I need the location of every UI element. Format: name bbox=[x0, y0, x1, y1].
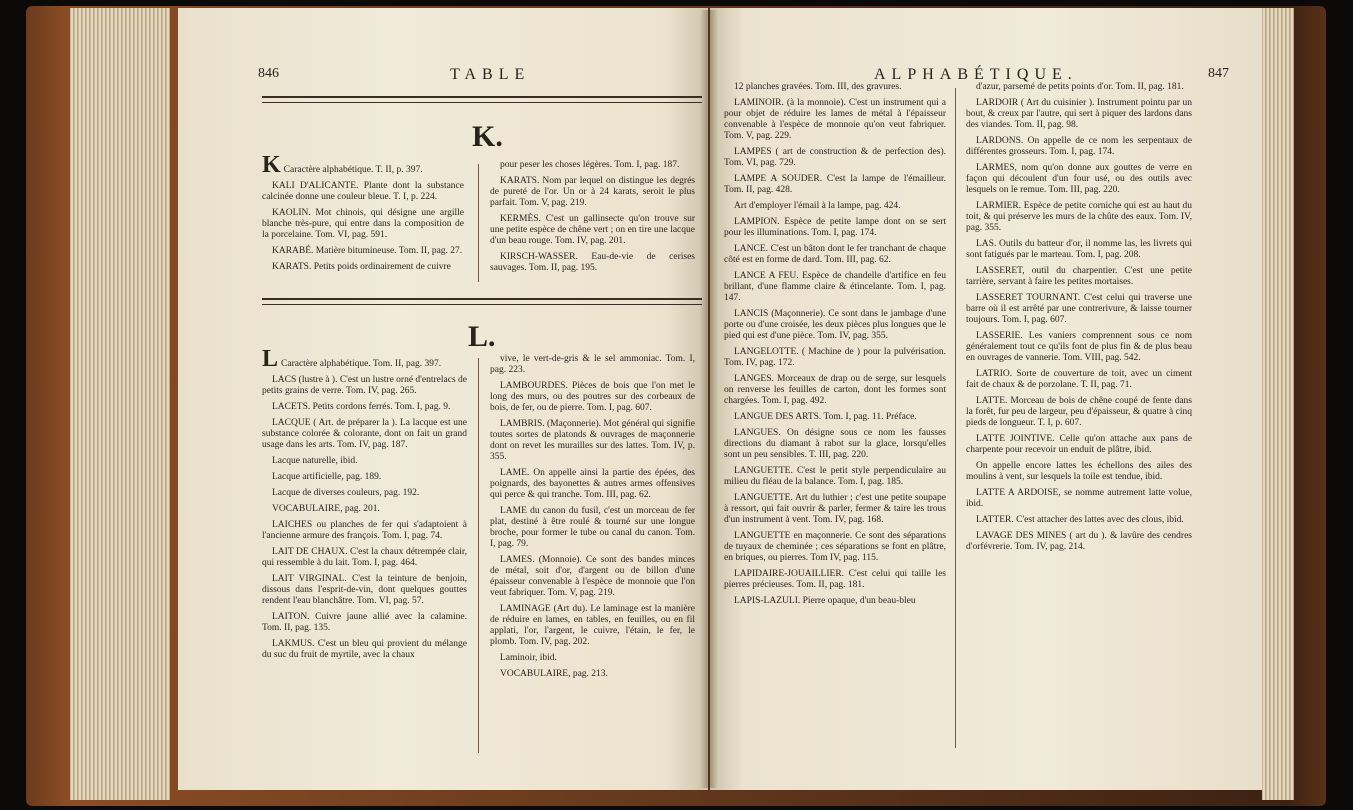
section-l-column-1 bbox=[262, 346, 467, 666]
section-k-column-2 bbox=[490, 160, 695, 279]
right-page bbox=[710, 8, 1262, 790]
index-entry: LAIT VIRGINAL. C'est la teinture de benjoin, dissous dans l'esprit-de-vin, dont quelques gouttes rendent l'eau blanchâtre. Tom. VI, pag. 57. bbox=[262, 574, 467, 606]
index-entry: LAICHES ou planches de fer qui s'adaptoient à l'ancienne armure des françois. Tom. I, pag. 74. bbox=[262, 520, 467, 541]
index-entry: LANGUE DES ARTS. Tom. I, pag. 11. Préface. bbox=[734, 412, 917, 422]
index-entry: LAVAGE DES MINES ( art du ). & lavûre des cendres d'orfévrerie. Tom. IV, pag. 214. bbox=[966, 531, 1192, 552]
left-page-edges bbox=[70, 8, 170, 800]
header-rule bbox=[262, 96, 702, 103]
index-entry: LANGUES. On désigne sous ce nom les fausses directions du diamant à rabot sur la glace, lorsqu'elles sont un peu sensibles. T. III, pag. 220. bbox=[724, 428, 946, 460]
index-entry: 12 planches gravées. Tom. III, des gravures. bbox=[734, 82, 902, 92]
column-divider bbox=[955, 88, 956, 748]
index-entry: Lacque artificielle, pag. 189. bbox=[272, 472, 382, 482]
index-entry: KIRSCH-WASSER. Eau-de-vie de cerises sauvages. Tom. II, pag. 195. bbox=[490, 252, 695, 273]
right-column-2 bbox=[966, 82, 1192, 558]
index-entry: LANCE A FEU. Espèce de chandelle d'artifice en feu brillant, d'une flamme claire & étincelante. Tom. I, pag. 147. bbox=[724, 271, 946, 303]
section-initial: L bbox=[262, 346, 279, 372]
index-entry: LAITON. Cuivre jaune allié avec la calamine. Tom. II, pag. 135. bbox=[262, 612, 467, 633]
index-entry: LATTE. Morceau de bois de chêne coupé de fente dans la forêt, fur peu de largeur, peu d'épaisseur, & quatre à cinq pieds de longueur. T. I, p. 607. bbox=[966, 396, 1192, 428]
index-entry: KARATS. Nom par lequel on distingue les degrés de pureté de l'or. Un or à 24 karats, seroit le plus parfait. Tom. V, pag. 219. bbox=[490, 176, 695, 208]
index-entry: d'azur, parsemé de petits points d'or. Tom. II, pag. 181. bbox=[976, 82, 1184, 92]
index-entry: LAMINAGE (Art du). Le laminage est la manière de réduire en lames, en tables, en feuilles, ou en fil applati, l'or, l'argent, le cuivre, l'étain, le fer, le plomb. Tom. IV, pag. 202. bbox=[490, 604, 695, 647]
index-entry: LANGELOTTE. ( Machine de ) pour la pulvérisation. Tom. IV, pag. 172. bbox=[724, 347, 946, 368]
index-entry: LAPIDAIRE-JOUAILLIER. C'est celui qui taille les pierres précieuses. Tom. II, pag. 181. bbox=[724, 569, 946, 590]
index-entry: KERMÈS. C'est un gallinsecte qu'on trouve sur une petite espèce de chêne vert ; on en tire une lacque d'un beau rouge. Tom. IV, pag. 201. bbox=[490, 214, 695, 246]
index-entry: LASSERET, outil du charpentier. C'est une petite tarrière, servant à faire les petites mortaises. bbox=[966, 266, 1192, 287]
index-entry: Lacque naturelle, ibid. bbox=[272, 456, 358, 466]
index-entry: LAMBOURDES. Pièces de bois que l'on met le long des murs, ou des poutres sur des corbeaux de bois, de fer, ou de pierre. Tom. I, pag. 607. bbox=[490, 381, 695, 413]
section-heading-k: K. bbox=[472, 120, 503, 153]
section-heading-l: L. bbox=[468, 320, 496, 353]
index-entry: LARMES, nom qu'on donne aux gouttes de verre en façon qui découlent d'un four usé, ou des outils avec lesquels on le remue. Tom. III, pag. 220. bbox=[966, 163, 1192, 195]
right-page-edges bbox=[1262, 8, 1294, 800]
column-divider bbox=[478, 164, 479, 282]
index-entry: LAKMUS. C'est un bleu qui provient du mélange du suc du fruit de myrtile, avec la chaux bbox=[262, 639, 467, 660]
index-entry: LAPIS-LAZULI. Pierre opaque, d'un beau-bleu bbox=[734, 596, 916, 606]
index-entry: On appelle encore lattes les échellons des ailes des moulins à vent, sur lesquels la toile est tendue, ibid. bbox=[966, 461, 1192, 482]
index-entry: L Caractère alphabétique. Tom. II, pag. 397. bbox=[262, 346, 442, 372]
index-entry: LANGES. Morceaux de drap ou de serge, sur lesquels on renverse les feuilles de carton, dont les formes sont chargées. Tom. I, pag. 492. bbox=[724, 374, 946, 406]
left-page-number: 846 bbox=[258, 66, 279, 81]
index-entry: LANCE. C'est un bâton dont le fer tranchant de chaque côté est en forme de dard. Tom. III, pag. 62. bbox=[724, 244, 946, 265]
index-entry: LATRIO. Sorte de couverture de toit, avec un ciment fait de chaux & de porzolane. T. II, pag. 71. bbox=[966, 369, 1192, 390]
index-entry: Art d'employer l'émail à la lampe, pag. 424. bbox=[734, 201, 901, 211]
index-entry: LAS. Outils du batteur d'or, il nomme las, les livrets qui sont fatigués par le marteau. Tom. I, pag. 208. bbox=[966, 239, 1192, 260]
index-entry: LANGUETTE en maçonnerie. Ce sont des séparations de tuyaux de cheminée ; ces séparations se font en plâtre, en briques, ou pierres. Tom IV, pag. 115. bbox=[724, 531, 946, 563]
index-entry: LATTE JOINTIVE. Celle qu'on attache aux pans de charpente pour recevoir un enduit de plâtre, ibid. bbox=[966, 434, 1192, 455]
index-entry: LARMIER. Espèce de petite corniche qui est au haut du toit, & qui préserve les murs de la chûte des eaux. Tom. IV, pag. 355. bbox=[966, 201, 1192, 233]
index-entry: VOCABULAIRE, pag. 213. bbox=[500, 669, 608, 679]
book-gutter bbox=[700, 10, 718, 788]
index-entry: K Caractère alphabétique. T. II, p. 397. bbox=[262, 152, 423, 178]
index-entry: LARDONS. On appelle de ce nom les serpentaux de différentes grosseurs. Tom. I, pag. 174. bbox=[966, 136, 1192, 157]
section-l-column-2 bbox=[490, 354, 695, 685]
index-entry: LAMBRIS. (Maçonnerie). Mot général qui signifie toutes sortes de platonds & ouvrages de maçonnerie dont on revet les murailles sur des lattes. Tom. IV, p. 355. bbox=[490, 419, 695, 462]
index-entry: LARDOIR ( Art du cuisinier ). Instrument pointu par un bout, & creux par l'autre, qui sert à piquer des lardons dans des viandes. Tom. II, pag. 98. bbox=[966, 98, 1192, 130]
index-entry: pour peser les choses légères. Tom. I, pag. 187. bbox=[500, 160, 680, 170]
index-entry: LATTE A ARDOISE, se nomme autrement latte volue, ibid. bbox=[966, 488, 1192, 509]
index-entry: LAMPES ( art de construction & de perfection des). Tom. VI, pag. 729. bbox=[724, 147, 946, 168]
section-initial: K bbox=[262, 152, 281, 178]
index-entry: Lacque de diverses couleurs, pag. 192. bbox=[272, 488, 420, 498]
index-entry: LACQUE ( Art. de préparer la ). La lacque est une substance colorée & colorante, dont on fait un grand usage dans les arts. Tom. IV, pag. 187. bbox=[262, 418, 467, 450]
section-k-column-1 bbox=[262, 152, 464, 278]
index-entry: LATTER. C'est attacher des lattes avec des clous, ibid. bbox=[976, 515, 1184, 525]
index-entry: VOCABULAIRE, pag. 201. bbox=[272, 504, 380, 514]
right-page-number: 847 bbox=[1208, 66, 1229, 81]
index-entry: LANGUETTE. C'est le petit style perpendiculaire au milieu du fléau de la balance. Tom. I, pag. 185. bbox=[724, 466, 946, 487]
index-entry: Laminoir, ibid. bbox=[500, 653, 557, 663]
left-running-head: TABLE bbox=[450, 66, 531, 83]
left-page bbox=[178, 8, 708, 790]
index-entry: LAIT DE CHAUX. C'est la chaux détrempée clair, qui ressemble à du lait. Tom. I, pag. 464. bbox=[262, 547, 467, 568]
index-entry: LASSERIE. Les vaniers comprennent sous ce nom généralement tout ce qu'ils font de plus fin & de plus beau en ouvrages de vannerie. Tom. VIII, pag. 542. bbox=[966, 331, 1192, 363]
index-entry: LAMES. (Monnoie). Ce sont des bandes minces de métal, soit d'or, d'argent ou de billon d'une épaisseur convenable à l'espèce de monnoie que l'on veut fabriquer. Tom. V, pag. 219. bbox=[490, 555, 695, 598]
index-entry: KARATS. Petits poids ordinairement de cuivre bbox=[272, 262, 451, 272]
index-entry: LAMINOIR. (à la monnoie). C'est un instrument qui a pour objet de réduire les lames de métal à l'épaisseur convenable à l'espèce de monnoie qu'on veut fabriquer. Tom. V, pag. 229. bbox=[724, 98, 946, 141]
index-entry: vive, le vert-de-gris & le sel ammoniac. Tom. I, pag. 223. bbox=[490, 354, 695, 375]
index-entry: LANCIS (Maçonnerie). Ce sont dans le jambage d'une porte ou d'une croisée, les deux pièces plus longues que le pied qui est d'une pièce. Tom. IV, pag. 355. bbox=[724, 309, 946, 341]
index-entry: LASSERET TOURNANT. C'est celui qui traverse une barre où il est arrêté par une contrerivure, & laisse tourner toujours. Tom. I, pag. 607. bbox=[966, 293, 1192, 325]
index-entry: LAME du canon du fusil, c'est un morceau de fer plat, destiné à être roulé & tourné sur une longue broche, pour former le tube ou canal du canon. Tom. I, pag. 79. bbox=[490, 506, 695, 549]
right-column-1 bbox=[724, 82, 946, 612]
index-entry: LACS (lustre à ). C'est un lustre orné d'entrelacs de petits grains de verre. Tom. IV, pag. 265. bbox=[262, 375, 467, 396]
right-running-head: ALPHABÉTIQUE. bbox=[874, 66, 1078, 83]
column-divider bbox=[478, 358, 479, 753]
index-entry: KALI D'ALICANTE. Plante dont la substance calcinée donne une couleur bleue. T. I, p. 224. bbox=[262, 181, 464, 202]
index-entry: LAMPION. Espèce de petite lampe dont on se sert pour les illuminations. Tom. I, pag. 174. bbox=[724, 217, 946, 238]
index-entry: KARABÉ. Matière bitumineuse. Tom. II, pag. 27. bbox=[272, 246, 463, 256]
section-rule bbox=[262, 298, 702, 305]
index-entry: LACETS. Petits cordons ferrés. Tom. I, pag. 9. bbox=[272, 402, 451, 412]
index-entry: LAME. On appelle ainsi la partie des épées, des poignards, des bayonettes & autres armes offensives qui perce & qui tranche. Tom. III, pag. 62. bbox=[490, 468, 695, 500]
index-entry: KAOLIN. Mot chinois, qui désigne une argille blanche très-pure, qui entre dans la composition de la porcelaine. Tom. VI, pag. 591. bbox=[262, 208, 464, 240]
index-entry: LANGUETTE. Art du luthier ; c'est une petite soupape à ressort, qui fait ouvrir & parler, fermer & taire les trous d'un instrument à vent. Tom. IV, pag. 168. bbox=[724, 493, 946, 525]
index-entry: LAMPE A SOUDER. C'est la lampe de l'émailleur. Tom. II, pag. 428. bbox=[724, 174, 946, 195]
